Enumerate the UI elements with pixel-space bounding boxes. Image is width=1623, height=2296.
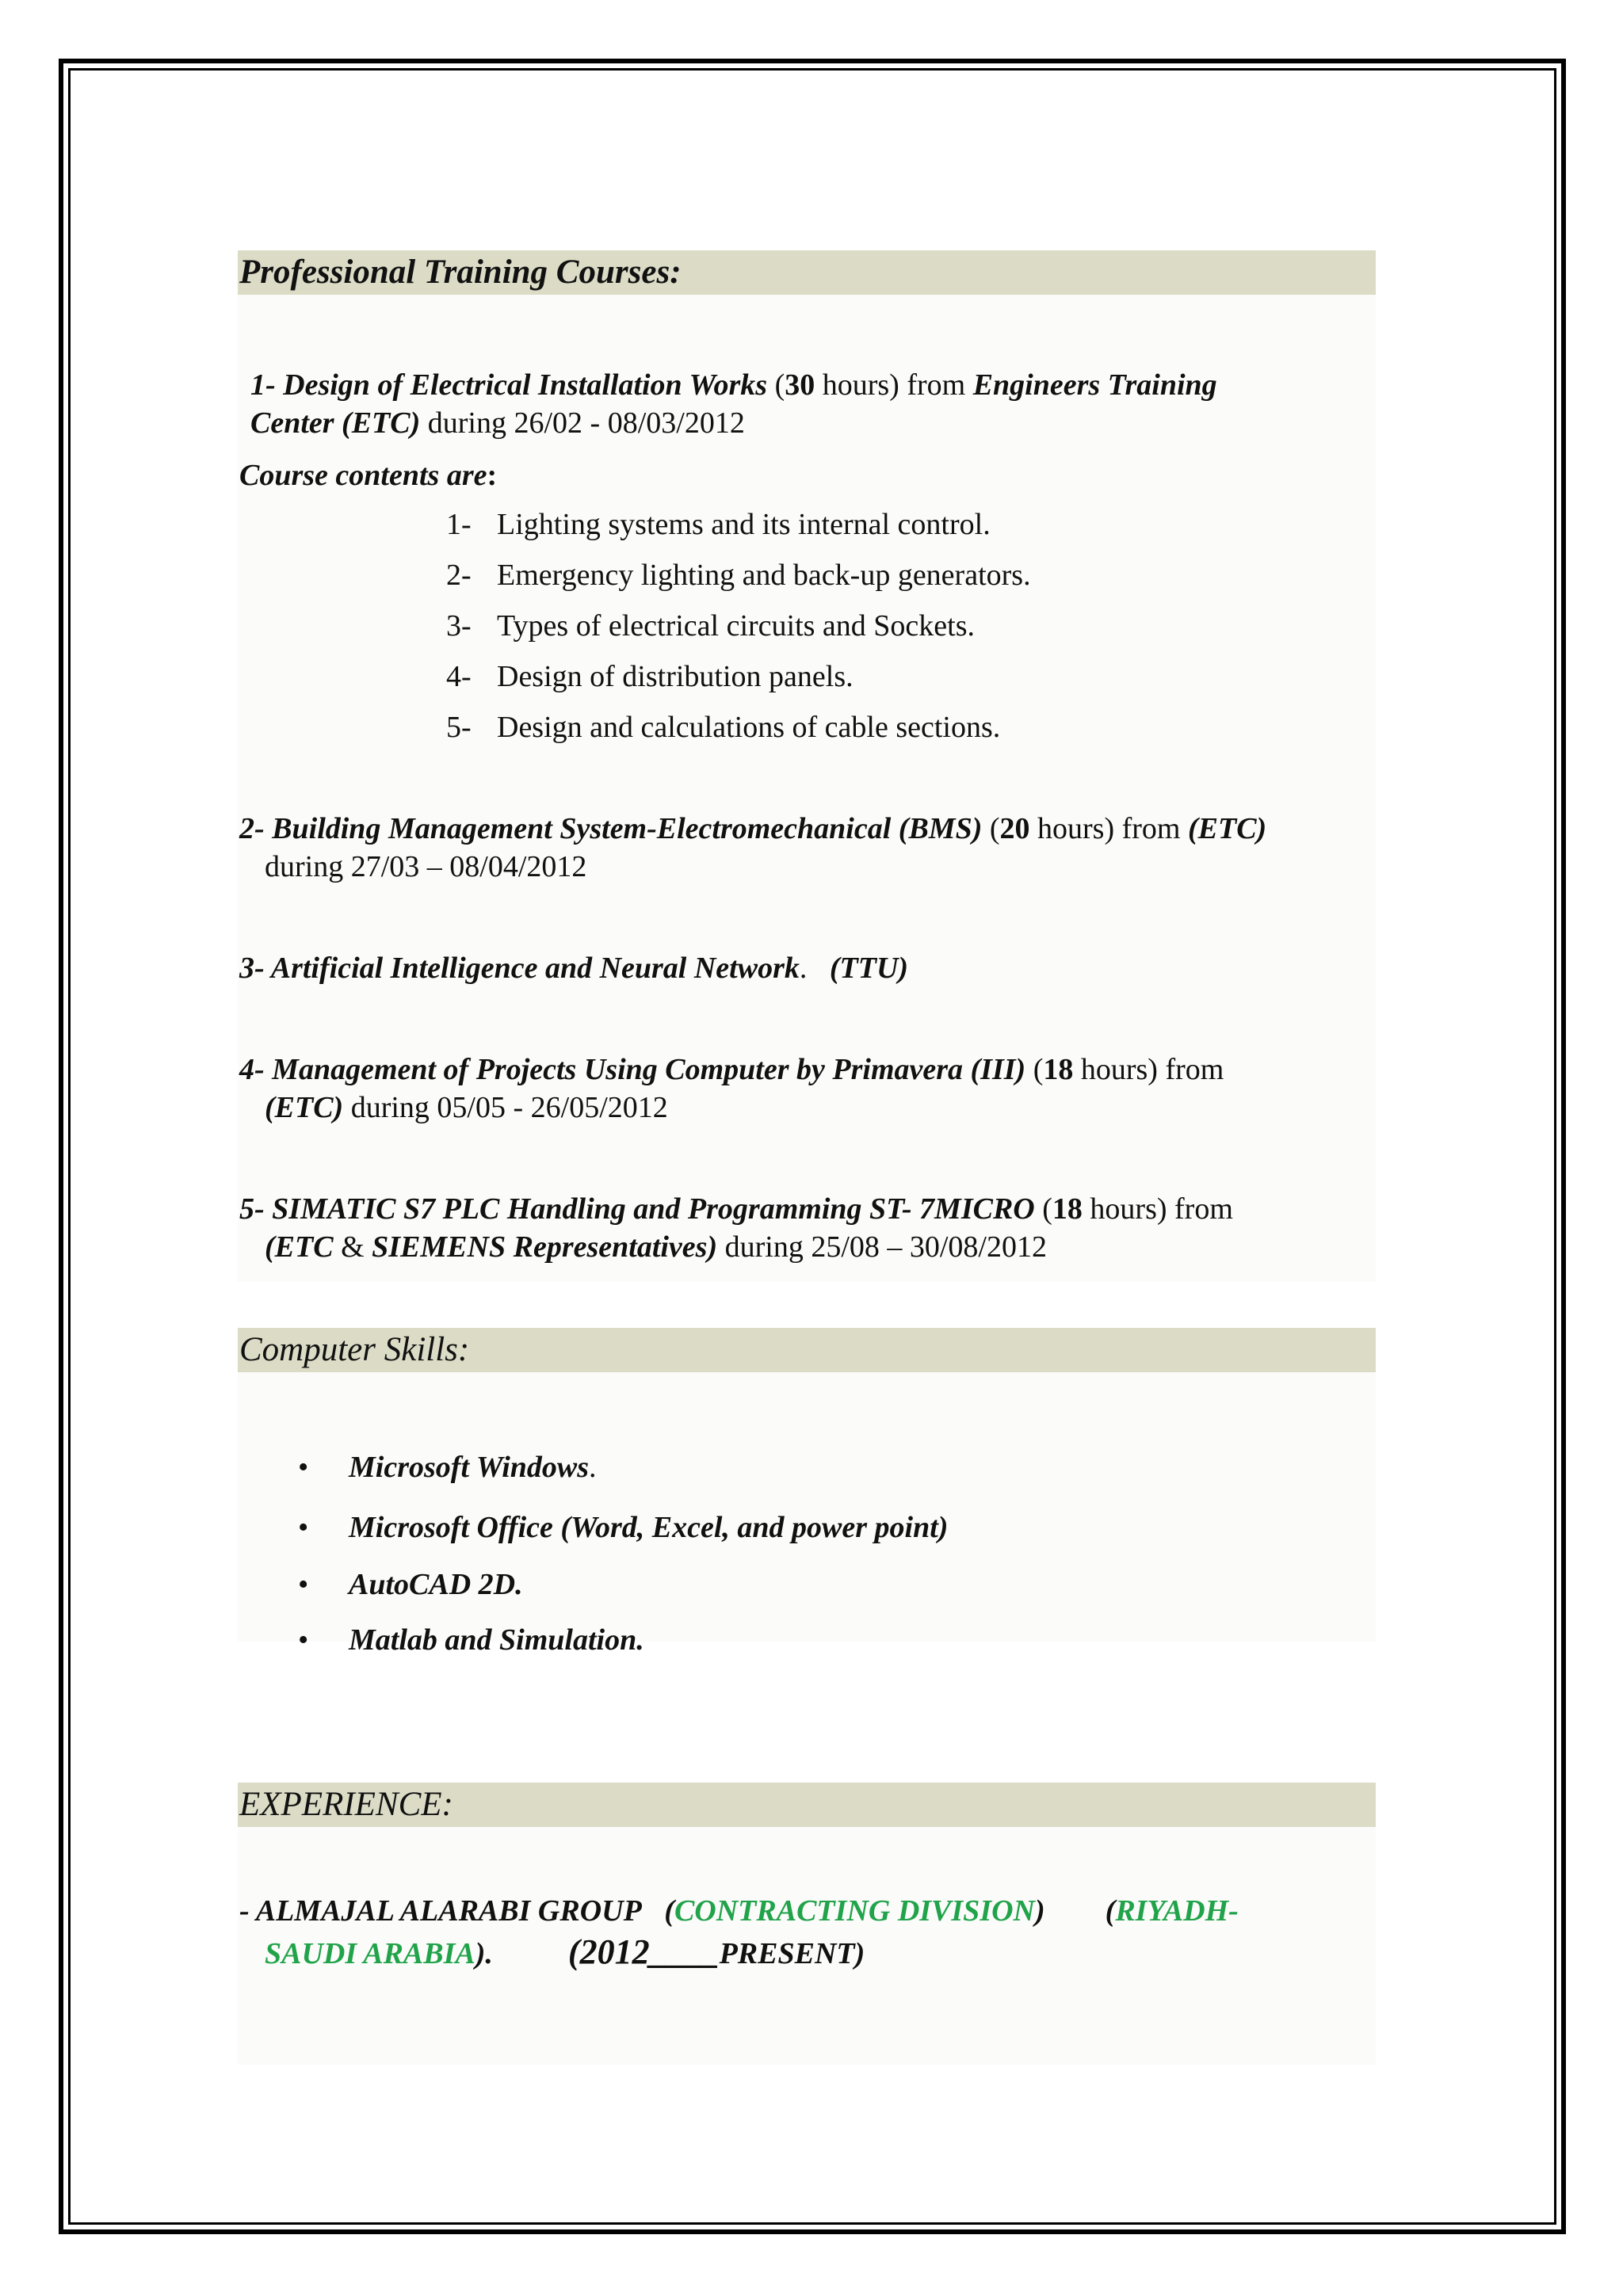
bullet-icon: • [298,1451,309,1484]
course-2-title: 2- Building Management System-Electromechanical (BMS) [239,812,983,845]
list-item: 2- Emergency lighting and back-up generators. [446,559,1031,592]
experience-period-year: (2012____ [567,1932,720,1971]
course-3: 3- Artificial Intelligence and Neural Network. (TTU) [239,952,909,985]
course-1-title: 1- Design of Electrical Installation Works [250,368,768,402]
course-1-contents-label: Course contents are: [239,459,498,492]
experience-entry: - ALMAJAL ALARABI GROUP (CONTRACTING DIVISION) (RIYADH- [239,1894,1239,1928]
experience-entry-line2: SAUDI ARABIA). (2012____PRESENT) [265,1932,865,1971]
bullet-icon: • [298,1511,309,1544]
list-item: • Microsoft Windows. [298,1448,948,1508]
course-5: 5- SIMATIC S7 PLC Handling and Programming ST- 7MICRO (18 hours) from [239,1192,1233,1226]
course-2-hours: 20 [999,812,1030,845]
bullet-icon: • [298,1568,309,1601]
list-item: 5- Design and calculations of cable sections. [446,711,1001,744]
list-item: 1- Lighting systems and its internal control. [446,508,991,541]
experience-heading: EXPERIENCE: [238,1783,1376,1827]
course-4-hours: 18 [1043,1053,1074,1086]
course-4-line2 [265,1089,668,1127]
course-1-contents-list [446,499,1031,753]
experience-division: CONTRACTING DIVISION [674,1894,1035,1928]
course-5-line2: (ETC & SIEMENS Representatives) during 25/08 – 30/08/2012 [265,1230,1047,1264]
course-5-title: 5- SIMATIC S7 PLC Handling and Programming ST- 7MICRO [239,1192,1035,1226]
experience-period-end: PRESENT) [719,1937,865,1970]
list-item: 4- Design of distribution panels. [446,660,854,693]
training-heading: Professional Training Courses: [238,250,1376,295]
experience-location-1: RIYADH- [1115,1894,1239,1928]
course-1-hours: 30 [785,368,815,402]
course-3-provider: (TTU) [829,952,909,985]
course-4-provider: (ETC) [265,1091,344,1124]
list-item: • Matlab and Simulation. [298,1621,948,1676]
training-section-background [238,295,1376,1282]
experience-location-2: SAUDI ARABIA [265,1937,475,1970]
course-5-hours: 18 [1052,1192,1083,1226]
course-1-line2: Center (ETC) during 26/02 - 08/03/2012 [250,406,745,440]
bullet-icon: • [298,1623,309,1657]
skills-list [298,1448,948,1676]
course-1: 1- Design of Electrical Installation Works (30 hours) from Engineers Training [250,368,1217,402]
course-5-dates: during 25/08 – 30/08/2012 [717,1230,1047,1264]
list-item: 3- Types of electrical circuits and Sockets. [446,609,976,643]
skills-heading: Computer Skills: [238,1328,1376,1372]
course-4-dates: during 05/05 - 26/05/2012 [343,1091,668,1124]
course-4: 4- Management of Projects Using Computer by Primavera (III) (18 hours) from [239,1053,1224,1086]
course-2: 2- Building Management System-Electromechanical (BMS) (20 hours) from (ETC) [239,812,1267,845]
course-1-provider: Engineers Training [972,368,1217,402]
course-1-dates: during 26/02 - 08/03/2012 [420,406,745,440]
experience-company: - ALMAJAL ALARABI GROUP [239,1894,642,1928]
course-2-dates: during 27/03 – 08/04/2012 [265,850,587,883]
list-item: • Microsoft Office (Word, Excel, and power point) [298,1508,948,1566]
course-4-title: 4- Management of Projects Using Computer by Primavera (III) [239,1053,1026,1086]
course-3-title: 3- Artificial Intelligence and Neural Network [239,952,800,985]
list-item: • AutoCAD 2D. [298,1566,948,1621]
course-2-provider: (ETC) [1188,812,1267,845]
